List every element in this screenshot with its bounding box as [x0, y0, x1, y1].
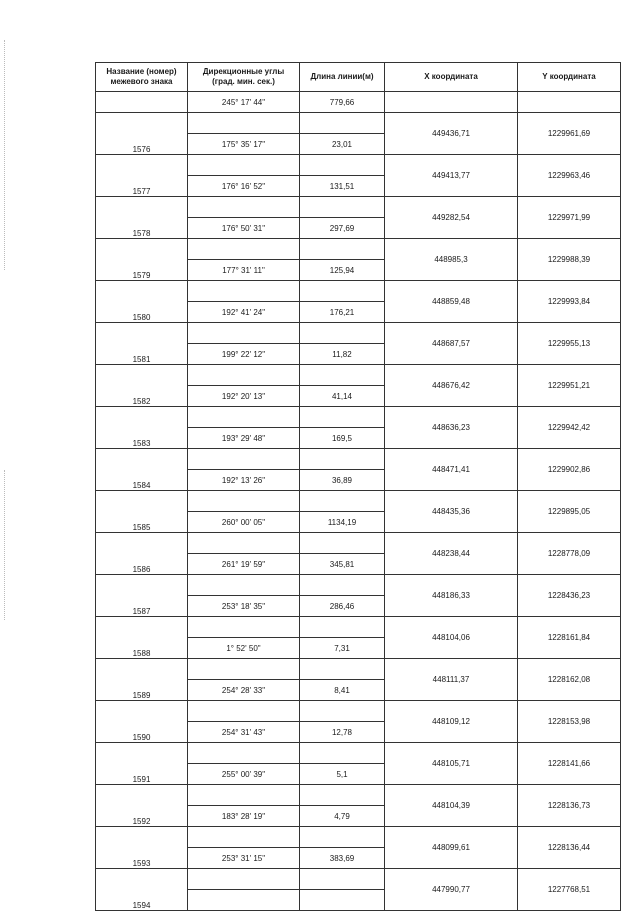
direction-angle-cell: 1° 52' 50" — [188, 638, 300, 659]
direction-angle-cell: 176° 16' 52" — [188, 176, 300, 197]
line-length-cell — [300, 743, 385, 764]
x-coordinate-cell: 448435,36 — [385, 491, 518, 533]
y-coordinate-cell: 1228436,23 — [518, 575, 621, 617]
table-row — [96, 407, 621, 428]
direction-angle-cell — [188, 491, 300, 512]
line-length-cell — [300, 491, 385, 512]
direction-angle-cell — [188, 785, 300, 806]
line-length-cell: 7,31 — [300, 638, 385, 659]
x-coordinate-cell: 448105,71 — [385, 743, 518, 785]
header-direction-angle: Дирекционные углы (град. мин. сек.) — [188, 63, 300, 92]
direction-angle-cell — [188, 890, 300, 911]
x-coordinate-cell — [385, 92, 518, 113]
direction-angle-cell — [188, 533, 300, 554]
table-row — [96, 827, 621, 848]
line-length-cell — [300, 827, 385, 848]
table-row — [96, 449, 621, 470]
x-coordinate-cell: 448099,61 — [385, 827, 518, 869]
direction-angle-cell: 253° 31' 15" — [188, 848, 300, 869]
direction-angle-cell — [188, 365, 300, 386]
mark-name-cell: 1580 — [96, 281, 188, 323]
line-length-cell: 8,41 — [300, 680, 385, 701]
table-row — [96, 785, 621, 806]
line-length-cell: 131,51 — [300, 176, 385, 197]
line-length-cell: 169,5 — [300, 428, 385, 449]
table-row — [96, 323, 621, 344]
direction-angle-cell: 254° 28' 33" — [188, 680, 300, 701]
mark-name-cell: 1588 — [96, 617, 188, 659]
line-length-cell — [300, 113, 385, 134]
header-line-length: Длина линии(м) — [300, 63, 385, 92]
y-coordinate-cell: 1228136,73 — [518, 785, 621, 827]
y-coordinate-cell: 1228161,84 — [518, 617, 621, 659]
direction-angle-cell — [188, 575, 300, 596]
direction-angle-cell: 192° 20' 13" — [188, 386, 300, 407]
boundary-coordinates-table — [95, 62, 621, 911]
x-coordinate-cell: 448471,41 — [385, 449, 518, 491]
x-coordinate-cell: 448104,06 — [385, 617, 518, 659]
scan-margin-mark — [4, 470, 7, 620]
table-row — [96, 239, 621, 260]
line-length-cell: 12,78 — [300, 722, 385, 743]
y-coordinate-cell: 1229963,46 — [518, 155, 621, 197]
x-coordinate-cell: 447990,77 — [385, 869, 518, 911]
direction-angle-cell: 177° 31' 11" — [188, 260, 300, 281]
line-length-cell — [300, 449, 385, 470]
direction-angle-cell — [188, 113, 300, 134]
direction-angle-cell — [188, 197, 300, 218]
mark-name-cell: 1594 — [96, 869, 188, 911]
x-coordinate-cell: 448985,3 — [385, 239, 518, 281]
table-row — [96, 575, 621, 596]
direction-angle-cell: 245° 17' 44" — [188, 92, 300, 113]
mark-name-cell: 1592 — [96, 785, 188, 827]
direction-angle-cell — [188, 743, 300, 764]
y-coordinate-cell: 1229988,39 — [518, 239, 621, 281]
mark-name-cell: 1576 — [96, 113, 188, 155]
line-length-cell — [300, 890, 385, 911]
direction-angle-cell: 199° 22' 12" — [188, 344, 300, 365]
direction-angle-cell — [188, 239, 300, 260]
x-coordinate-cell: 449436,71 — [385, 113, 518, 155]
table-row — [96, 533, 621, 554]
direction-angle-cell: 192° 41' 24" — [188, 302, 300, 323]
direction-angle-cell: 175° 35' 17" — [188, 134, 300, 155]
mark-name-cell: 1579 — [96, 239, 188, 281]
line-length-cell: 1134,19 — [300, 512, 385, 533]
table-row — [96, 659, 621, 680]
y-coordinate-cell: 1229895,05 — [518, 491, 621, 533]
x-coordinate-cell: 448636,23 — [385, 407, 518, 449]
table-row — [96, 701, 621, 722]
line-length-cell: 176,21 — [300, 302, 385, 323]
direction-angle-cell — [188, 407, 300, 428]
line-length-cell — [300, 407, 385, 428]
y-coordinate-cell: 1228141,66 — [518, 743, 621, 785]
mark-name-cell: 1590 — [96, 701, 188, 743]
mark-name-cell: 1578 — [96, 197, 188, 239]
y-coordinate-cell: 1229951,21 — [518, 365, 621, 407]
table-row — [96, 155, 621, 176]
table-row — [96, 281, 621, 302]
x-coordinate-cell: 448676,42 — [385, 365, 518, 407]
mark-name-cell — [96, 92, 188, 113]
line-length-cell — [300, 365, 385, 386]
line-length-cell: 125,94 — [300, 260, 385, 281]
header-y-coordinate: Y координата — [518, 63, 621, 92]
line-length-cell: 4,79 — [300, 806, 385, 827]
direction-angle-cell — [188, 659, 300, 680]
line-length-cell: 41,14 — [300, 386, 385, 407]
direction-angle-cell: 176° 50' 31" — [188, 218, 300, 239]
y-coordinate-cell: 1229993,84 — [518, 281, 621, 323]
y-coordinate-cell: 1229961,69 — [518, 113, 621, 155]
direction-angle-cell — [188, 617, 300, 638]
table-row — [96, 365, 621, 386]
direction-angle-cell: 192° 13' 26" — [188, 470, 300, 491]
x-coordinate-cell: 448859,48 — [385, 281, 518, 323]
x-coordinate-cell: 448111,37 — [385, 659, 518, 701]
mark-name-cell: 1581 — [96, 323, 188, 365]
table-row — [96, 869, 621, 890]
line-length-cell: 36,89 — [300, 470, 385, 491]
x-coordinate-cell: 448186,33 — [385, 575, 518, 617]
table-row — [96, 743, 621, 764]
direction-angle-cell: 253° 18' 35" — [188, 596, 300, 617]
x-coordinate-cell: 449413,77 — [385, 155, 518, 197]
direction-angle-cell — [188, 281, 300, 302]
y-coordinate-cell: 1228162,08 — [518, 659, 621, 701]
direction-angle-cell: 255° 00' 39" — [188, 764, 300, 785]
line-length-cell: 286,46 — [300, 596, 385, 617]
line-length-cell — [300, 659, 385, 680]
direction-angle-cell — [188, 869, 300, 890]
header-x-coordinate: X координата — [385, 63, 518, 92]
mark-name-cell: 1583 — [96, 407, 188, 449]
y-coordinate-cell: 1228136,44 — [518, 827, 621, 869]
y-coordinate-cell: 1229902,86 — [518, 449, 621, 491]
line-length-cell: 345,81 — [300, 554, 385, 575]
direction-angle-cell: 260° 00' 05" — [188, 512, 300, 533]
y-coordinate-cell: 1228778,09 — [518, 533, 621, 575]
x-coordinate-cell: 448238,44 — [385, 533, 518, 575]
line-length-cell — [300, 281, 385, 302]
mark-name-cell: 1589 — [96, 659, 188, 701]
mark-name-cell: 1584 — [96, 449, 188, 491]
direction-angle-cell — [188, 155, 300, 176]
direction-angle-cell — [188, 323, 300, 344]
line-length-cell — [300, 869, 385, 890]
line-length-cell — [300, 533, 385, 554]
x-coordinate-cell: 448104,39 — [385, 785, 518, 827]
header-mark-name: Название (номер) межевого знака — [96, 63, 188, 92]
direction-angle-cell — [188, 449, 300, 470]
line-length-cell — [300, 575, 385, 596]
table-row — [96, 113, 621, 134]
direction-angle-cell — [188, 827, 300, 848]
table-row — [96, 92, 621, 113]
scan-margin-mark — [4, 40, 7, 270]
table-row — [96, 197, 621, 218]
line-length-cell — [300, 239, 385, 260]
line-length-cell: 5,1 — [300, 764, 385, 785]
y-coordinate-cell: 1229942,42 — [518, 407, 621, 449]
mark-name-cell: 1591 — [96, 743, 188, 785]
line-length-cell — [300, 197, 385, 218]
y-coordinate-cell: 1229971,99 — [518, 197, 621, 239]
table-row — [96, 617, 621, 638]
mark-name-cell: 1593 — [96, 827, 188, 869]
line-length-cell: 779,66 — [300, 92, 385, 113]
direction-angle-cell — [188, 701, 300, 722]
direction-angle-cell: 183° 28' 19" — [188, 806, 300, 827]
table-header-row — [96, 63, 621, 92]
line-length-cell — [300, 785, 385, 806]
mark-name-cell: 1577 — [96, 155, 188, 197]
y-coordinate-cell: 1229955,13 — [518, 323, 621, 365]
direction-angle-cell: 193° 29' 48" — [188, 428, 300, 449]
table-row — [96, 491, 621, 512]
line-length-cell — [300, 323, 385, 344]
direction-angle-cell: 261° 19' 59" — [188, 554, 300, 575]
y-coordinate-cell — [518, 92, 621, 113]
x-coordinate-cell: 449282,54 — [385, 197, 518, 239]
y-coordinate-cell: 1227768,51 — [518, 869, 621, 911]
direction-angle-cell: 254° 31' 43" — [188, 722, 300, 743]
table-body — [96, 92, 621, 911]
line-length-cell: 297,69 — [300, 218, 385, 239]
y-coordinate-cell: 1228153,98 — [518, 701, 621, 743]
line-length-cell: 383,69 — [300, 848, 385, 869]
line-length-cell — [300, 701, 385, 722]
line-length-cell: 23,01 — [300, 134, 385, 155]
mark-name-cell: 1585 — [96, 491, 188, 533]
mark-name-cell: 1586 — [96, 533, 188, 575]
mark-name-cell: 1587 — [96, 575, 188, 617]
line-length-cell — [300, 155, 385, 176]
x-coordinate-cell: 448109,12 — [385, 701, 518, 743]
line-length-cell: 11,82 — [300, 344, 385, 365]
line-length-cell — [300, 617, 385, 638]
x-coordinate-cell: 448687,57 — [385, 323, 518, 365]
mark-name-cell: 1582 — [96, 365, 188, 407]
